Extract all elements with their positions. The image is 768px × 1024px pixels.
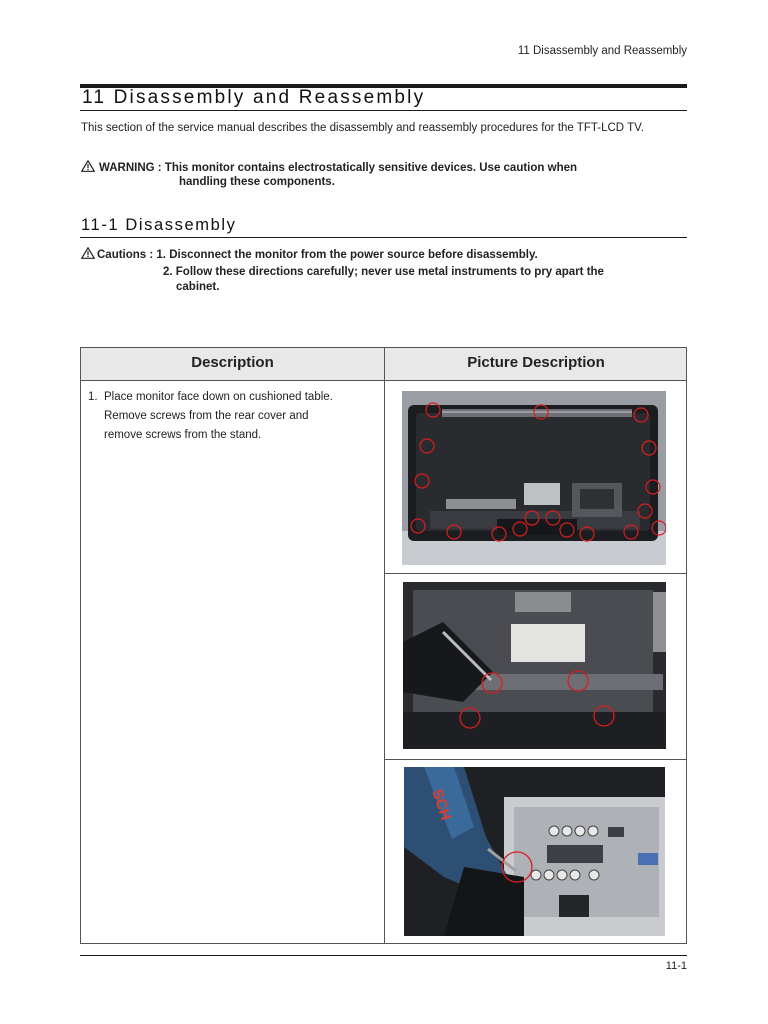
step-text-line: Remove screws from the rear cover and [104, 410, 309, 422]
warning-line-2: handling these components. [179, 176, 335, 188]
header-picture-description: Picture Description [467, 354, 605, 371]
header-description: Description [191, 354, 274, 371]
intro-paragraph: This section of the service manual describes the disassembly and reassembly procedures for the TFT-LCD TV. [81, 122, 644, 134]
step-text-line: Place monitor face down on cushioned table. [104, 391, 333, 403]
caution-line-1 [81, 247, 538, 263]
page-number: 11-1 [665, 960, 687, 972]
warning-icon [81, 160, 95, 172]
title-bottom-rule [80, 110, 687, 111]
step-text-line: remove screws from the stand. [104, 429, 262, 441]
picture-row-divider [385, 759, 687, 760]
procedure-table [80, 347, 687, 944]
caution-icon [81, 247, 95, 259]
warning-line-1 [81, 160, 577, 176]
caution-text-2: 2. Follow these directions carefully; never use metal instruments to pry apart the [163, 266, 604, 278]
running-header: 11 Disassembly and Reassembly [517, 45, 687, 57]
footer-rule [80, 955, 687, 956]
photo-rear-cover-screws [402, 391, 666, 565]
caution-text-2-cont: cabinet. [176, 281, 220, 293]
column-divider [384, 348, 385, 943]
step-1 [88, 388, 378, 445]
section-rule [80, 237, 687, 238]
picture-row-divider [385, 573, 687, 574]
warning-text: WARNING : This monitor contains electrostatically sensitive devices. Use caution when [99, 162, 578, 174]
drill-brand-text: SCH [428, 786, 455, 823]
section-title: 11-1 Disassembly [81, 216, 237, 234]
photo-stand-screws [403, 582, 666, 749]
step-number: 1. [88, 391, 98, 403]
caution-line-2 [163, 265, 683, 295]
caution-text-1: Cautions : 1. Disconnect the monitor from the power source before disassembly. [97, 249, 538, 261]
photo-drill-io-panel [404, 767, 665, 936]
chapter-title: 11 Disassembly and Reassembly [82, 87, 426, 108]
